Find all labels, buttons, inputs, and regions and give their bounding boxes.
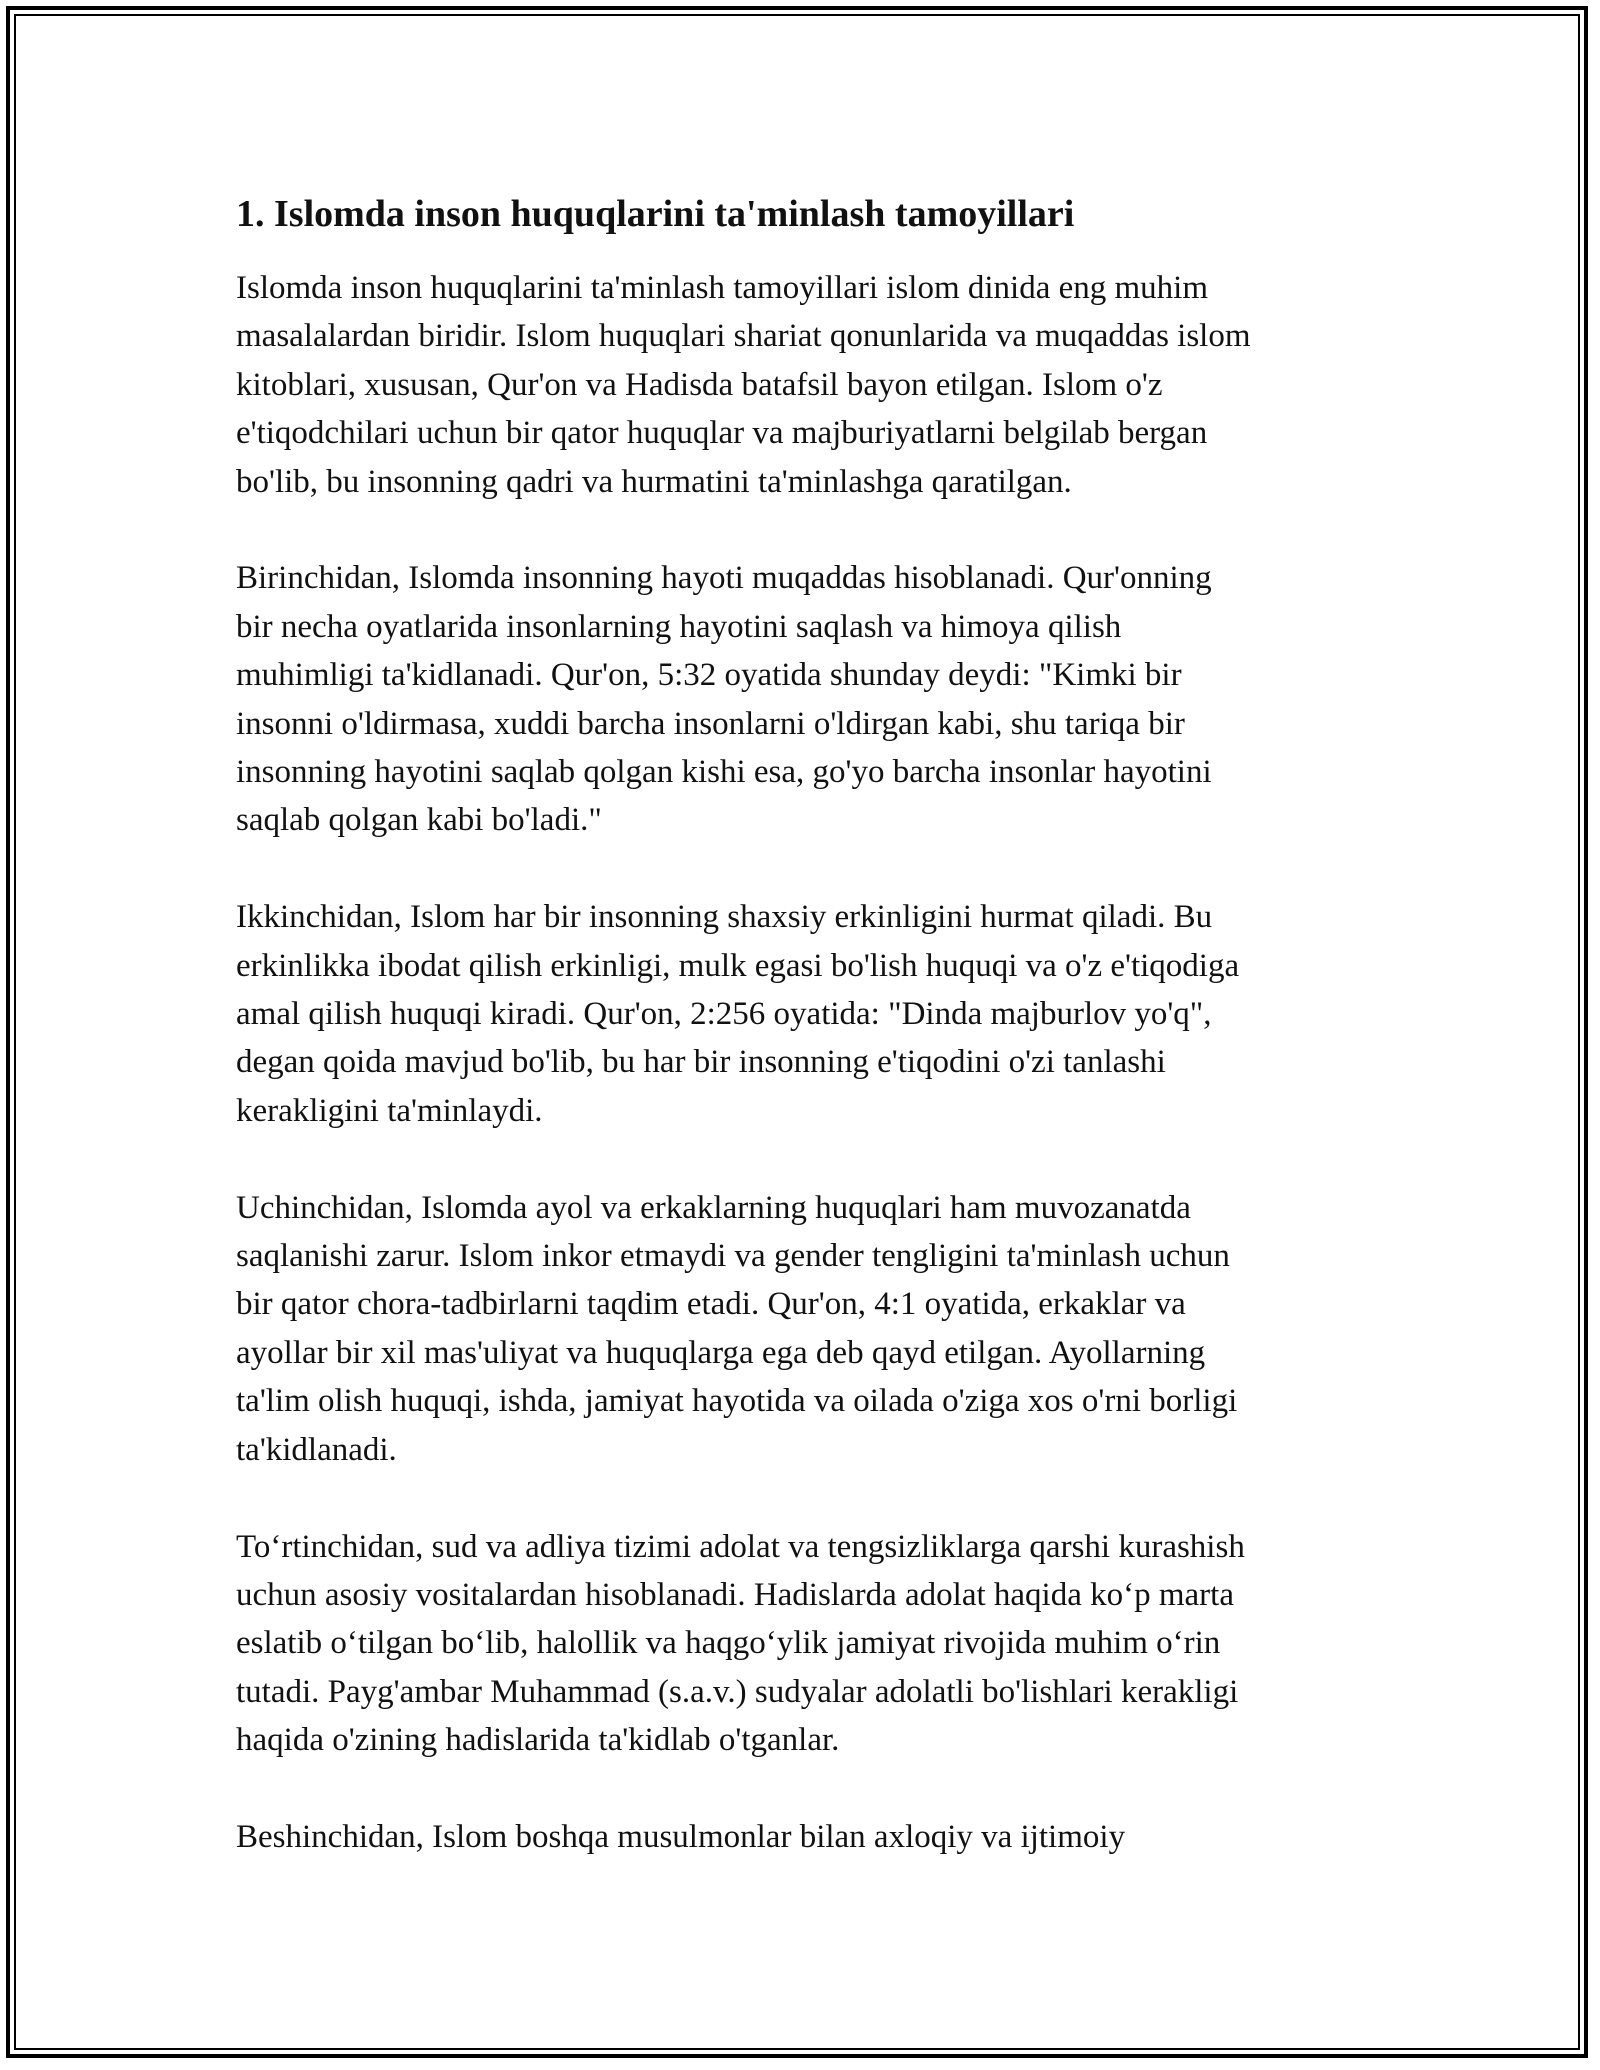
page-title: 1. Islomda inson huquqlarini ta'minlash tamoyillari [236,193,1075,235]
paragraph-first [236,554,1376,844]
text-line: amal qilish huquqi kiradi. Qur'on, 2:256 oyatida: "Dinda majburlov yo'q", [236,996,1212,1033]
text-line: Ikkinchidan, Islom har bir insonning shaxsiy erkinligini hurmat qiladi. Bu [236,899,1213,936]
text-line: haqida o'zining hadislarida ta'kidlab o'tganlar. [236,1722,840,1759]
text-line: Islomda inson huquqlarini ta'minlash tamoyillari islom dinida eng muhim [236,270,1209,306]
text-line: erkinlikka ibodat qilish erkinligi, mulk egasi bo'lish huquqi va o'z e'tiqodiga [236,947,1240,984]
text-line: eslatib o‘tilgan bo‘lib, halollik va haqgo‘ylik jamiyat rivojida muhim o‘rin [236,1625,1221,1662]
text-line: kitoblari, xususan, Qur'on va Hadisda batafsil bayon etilgan. Islom o'z [236,366,1163,403]
text-line: muhimligi ta'kidlanadi. Qur'on, 5:32 oyatida shunday deydi: "Kimki bir [236,657,1182,694]
text-line: To‘rtinchidan, sud va adliya tizimi adolat va tengsizliklarga qarshi kurashish [236,1528,1245,1565]
paragraph-fourth [236,1523,1376,1765]
text-line: saqlanishi zarur. Islom inkor etmaydi va gender tengligini ta'minlash uchun [236,1238,1230,1275]
text-line: bir qator chora-tadbirlarni taqdim etadi. Qur'on, 4:1 oyatida, erkaklar va [236,1286,1186,1323]
text-line: ta'kidlanadi. [236,1431,397,1468]
text-line: tutadi. Payg'ambar Muhammad (s.a.v.) sudyalar adolatli bo'lishlari kerakligi [236,1673,1239,1710]
text-line: uchun asosiy vositalardan hisoblanadi. Hadislarda adolat haqida ko‘p marta [236,1576,1234,1613]
paragraph-intro [236,264,1376,506]
text-line: insonning hayotini saqlab qolgan kishi esa, go'yo barcha insonlar hayotini [236,754,1212,791]
text-line: bir necha oyatlarida insonlarning hayotini saqlash va himoya qilish [236,608,1122,645]
text-line: masalalardan biridir. Islom huquqlari shariat qonunlarida va muqaddas islom [236,318,1251,355]
text-line: kerakligini ta'minlaydi. [236,1092,543,1129]
paragraph-fifth [236,1813,1376,1861]
text-line: saqlab qolgan kabi bo'ladi." [236,802,602,839]
text-line: Birinchidan, Islomda insonning hayoti muqaddas hisoblanadi. Qur'onning [236,560,1212,597]
text-line: ta'lim olish huquqi, ishda, jamiyat hayotida va oilada o'ziga xos o'rni borligi [236,1383,1238,1420]
paragraph-third [236,1184,1376,1474]
text-line: bo'lib, bu insonning qadri va hurmatini ta'minlashga qaratilgan. [236,463,1072,500]
paragraph-second [236,893,1376,1135]
text-line: Beshinchidan, Islom boshqa musulmonlar bilan axloqiy va ijtimoiy [236,1818,1126,1855]
text-line: degan qoida mavjud bo'lib, bu har bir insonning e'tiqodini o'zi tanlashi [236,1044,1166,1081]
document-body [236,186,1376,1910]
text-line: insonni o'ldirmasa, xuddi barcha insonlarni o'ldirgan kabi, shu tariqa bir [236,705,1185,742]
text-line: e'tiqodchilari uchun bir qator huquqlar va majburiyatlarni belgilab bergan [236,415,1208,452]
text-line: ayollar bir xil mas'uliyat va huquqlarga ega deb qayd etilgan. Ayollarning [236,1334,1206,1371]
text-line: Uchinchidan, Islomda ayol va erkaklarning huquqlari ham muvozanatda [236,1189,1191,1226]
